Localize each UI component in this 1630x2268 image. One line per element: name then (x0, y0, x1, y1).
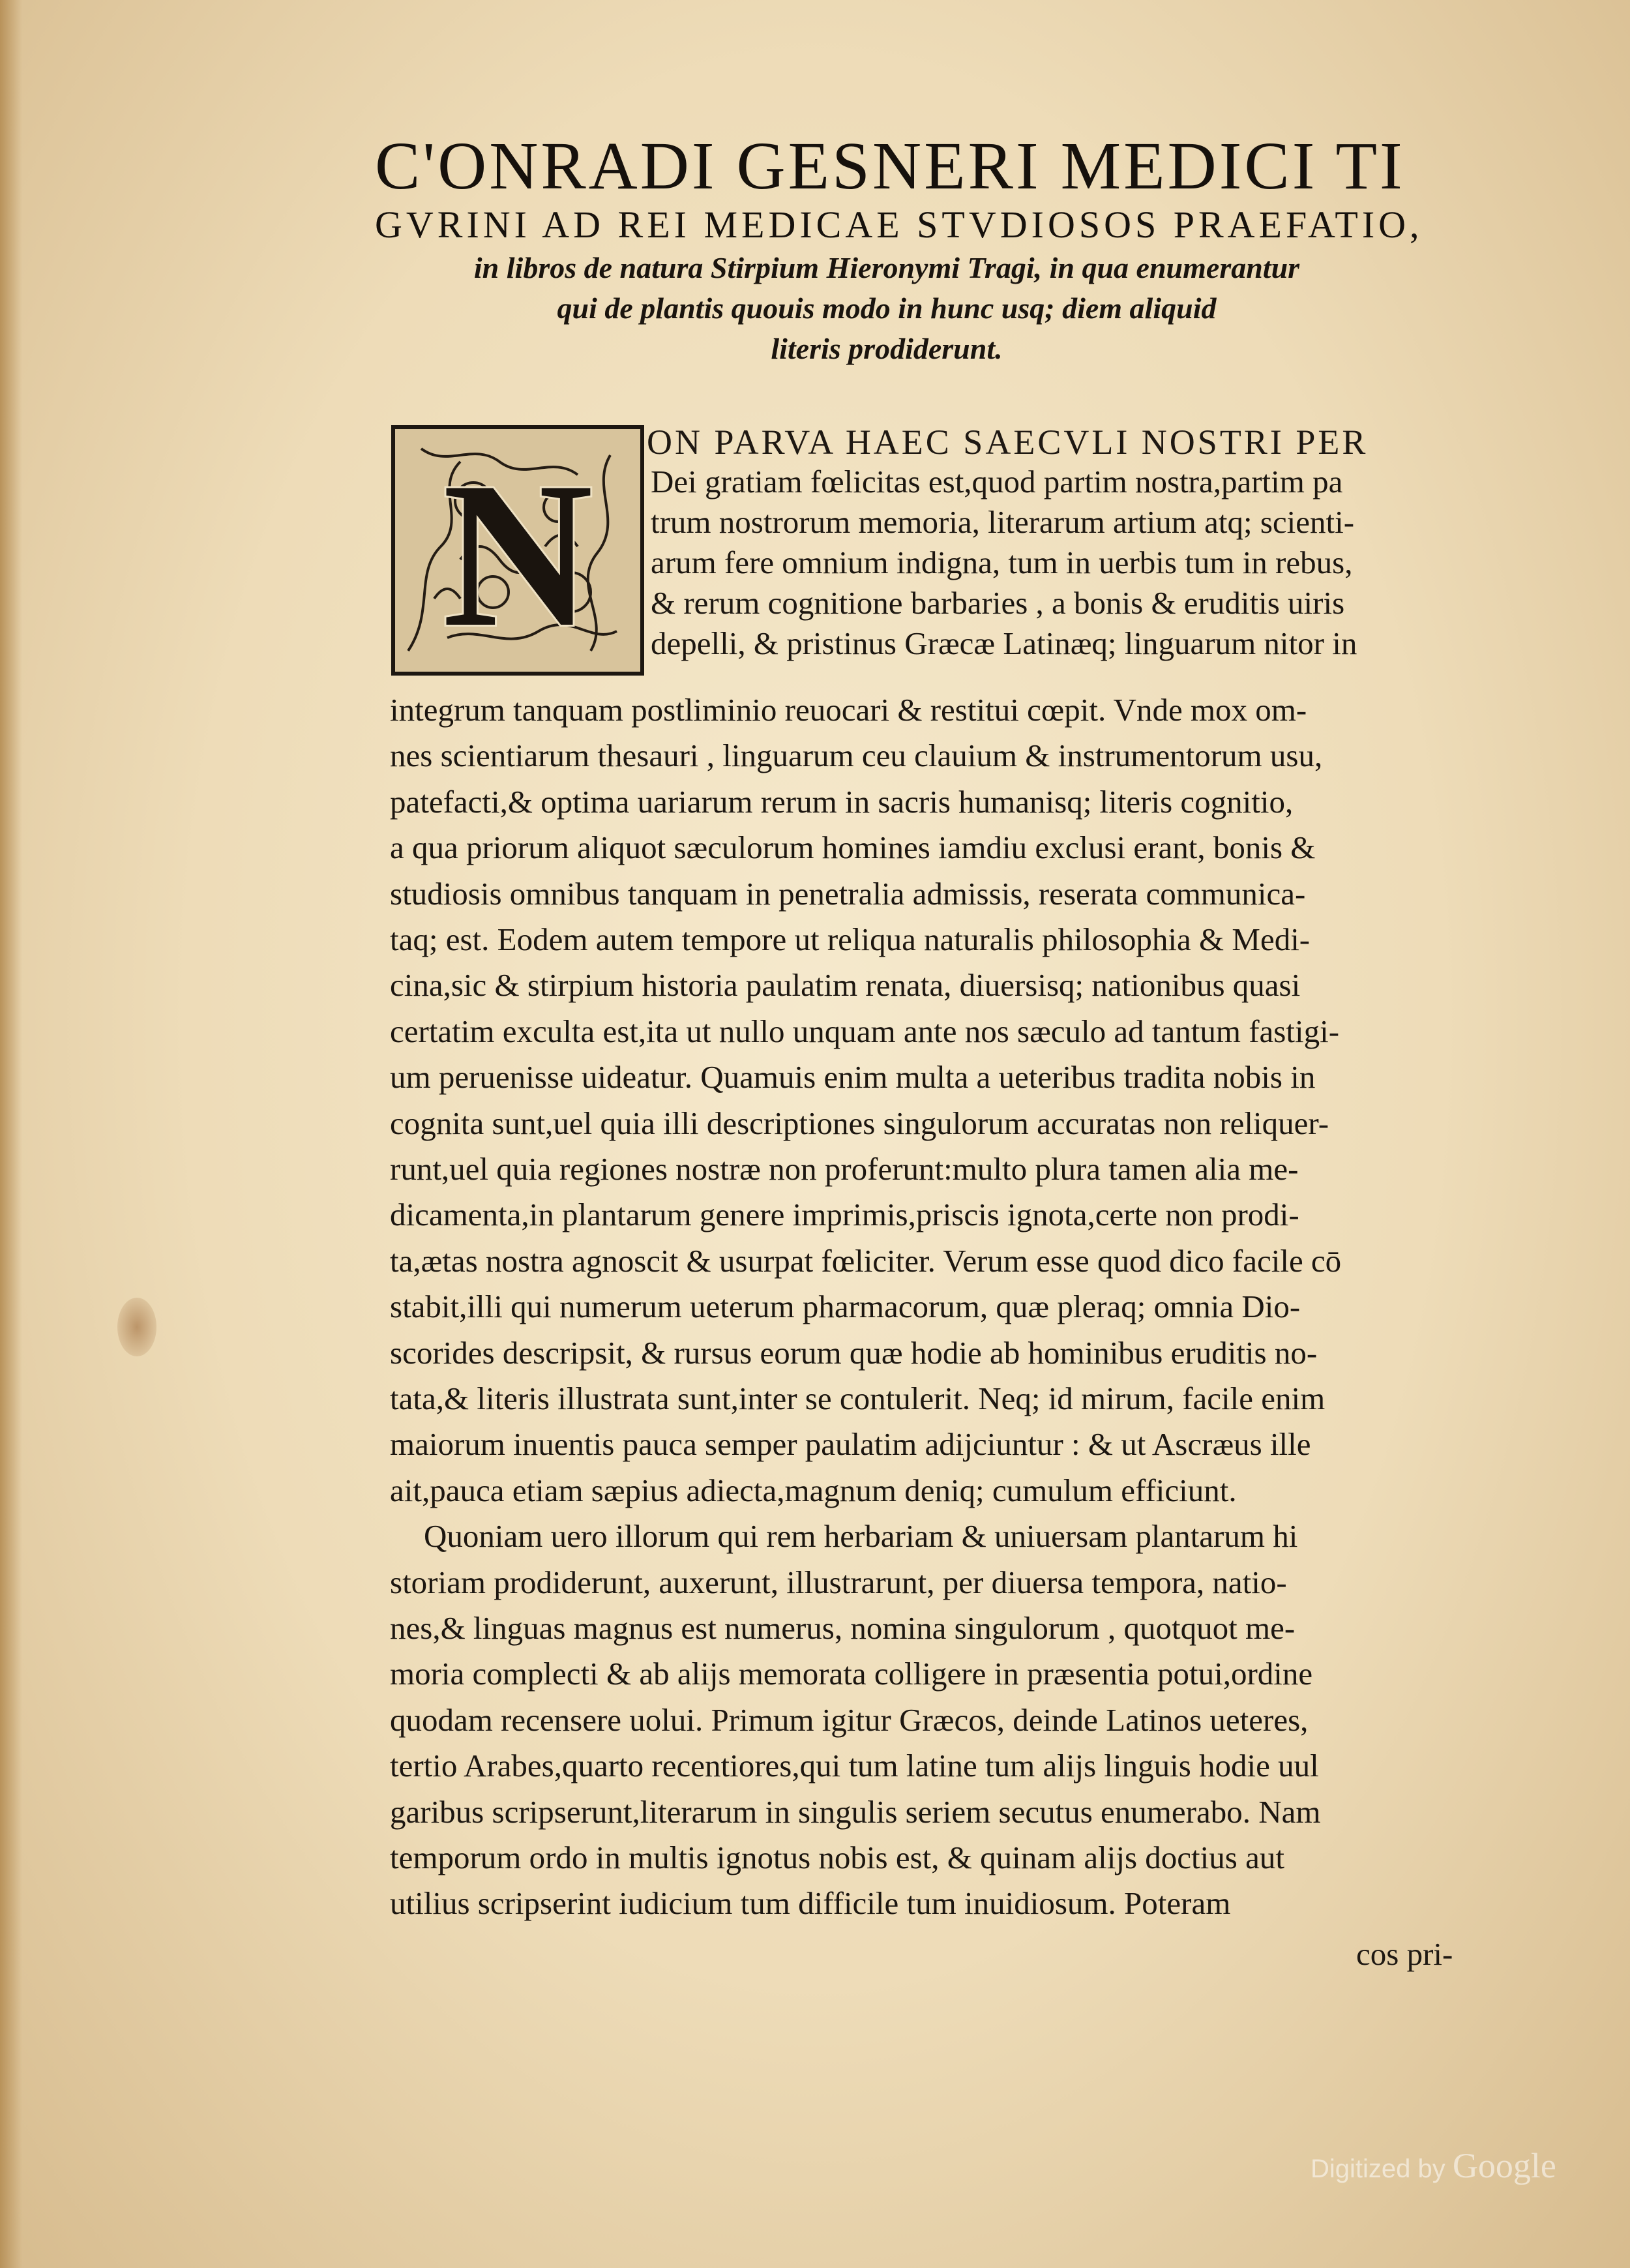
body-line: temporum ordo in multis ignotus nobis est, & quinam alijs doctius aut (390, 1840, 1284, 1875)
body-line: certatim exculta est,ita ut nullo unquam ante nos sæculo ad tantum fastigi- (390, 1013, 1340, 1049)
initial-letter: N (442, 440, 593, 670)
title-line-1: C'ONRADI GESNERI MEDICI TI (375, 128, 1405, 203)
body-line-indented: depelli, & pristinus Græcæ Latinæq; linguarum nitor in (651, 625, 1357, 661)
body-line: integrum tanquam postliminio reuocari & restitui cœpit. Vnde mox om- (390, 692, 1307, 728)
page-gutter-shadow (0, 0, 22, 2268)
paper-stain (117, 1298, 156, 1356)
body-line: stabit,illi qui numerum ueterum pharmacorum, quæ pleraq; omnia Dio- (390, 1289, 1301, 1325)
subtitle-line: in libros de natura Stirpium Hieronymi Tragi, in qua enumerantur (473, 251, 1300, 284)
body-line: cognita sunt,uel quia illi descriptiones singulorum accuratas non reliquer- (390, 1105, 1329, 1141)
body-line-indented: trum nostrorum memoria, literarum artium atq; scienti- (651, 504, 1355, 540)
body-line: ta,ætas nostra agnoscit & usurpat fœliciter. Verum esse quod dico facile cō (390, 1242, 1342, 1279)
title-line-2: GVRINI AD REI MEDICAE STVDIOSOS PRAEFATIO, (375, 203, 1423, 246)
body-line: cina,sic & stirpium historia paulatim renata, diuersisq; nationibus quasi (390, 967, 1301, 1004)
watermark-prefix: Digitized by (1311, 2155, 1445, 2183)
digitized-watermark (1311, 2145, 1556, 2186)
body-line: um peruenisse uideatur. Quamuis enim multa a ueteribus tradita nobis in (390, 1059, 1316, 1096)
subtitle-line: literis prodiderunt. (771, 332, 1003, 365)
body-line: maiorum inuentis pauca semper paulatim adijciuntur : & ut Ascræus ille (390, 1426, 1311, 1463)
body-line: tertio Arabes,quarto recentiores,qui tum latine tum alijs linguis hodie uul (390, 1748, 1319, 1784)
body-line: moria complecti & ab alijs memorata colligere in præsentia potui,ordine (390, 1656, 1313, 1692)
body-line: ait,pauca etiam sæpius adiecta,magnum deniq; cumulum efficiunt. (390, 1472, 1237, 1508)
watermark-brand: Google (1452, 2146, 1556, 2185)
body-line: a qua priorum aliquot sæculorum homines iamdiu exclusi erant, bonis & (390, 829, 1316, 866)
body-line: tata,& literis illustrata sunt,inter se contulerit. Neq; id mirum, facile enim (390, 1380, 1326, 1416)
subtitle (417, 248, 1356, 369)
ornament-initial-icon (395, 429, 640, 672)
body-line: patefacti,& optima uariarum rerum in sacris humanisq; literis cognitio, (390, 783, 1294, 820)
body-line: utilius scripserint iudicium tum difficile tum inuidiosum. Poteram (390, 1885, 1231, 1922)
body-line: quodam recensere uolui. Primum igitur Græcos, deinde Latinos ueteres, (390, 1701, 1309, 1738)
decorated-initial (391, 425, 644, 676)
body-line-indented: Dei gratiam fœlicitas est,quod partim nostra,partim pa (651, 464, 1343, 500)
body-line-indented: & rerum cognitione barbaries , a bonis & eruditis uiris (651, 585, 1345, 621)
body-line: garibus scripserunt,literarum in singulis seriem secutus enumerabo. Nam (390, 1793, 1321, 1830)
body-line: nes scientiarum thesauri , linguarum ceu clauium & instrumentorum usu, (390, 738, 1323, 774)
body-first-line: ON PARVA HAEC SAECVLI NOSTRI PER (647, 423, 1369, 462)
body-line: nes,& linguas magnus est numerus, nomina singulorum , quotquot me- (390, 1610, 1296, 1646)
body-line: runt,uel quia regiones nostræ non proferunt:multo plura tamen alia me- (390, 1151, 1299, 1187)
body-line: studiosis omnibus tanquam in penetralia admissis, reserata communica- (390, 875, 1306, 912)
body-line: taq; est. Eodem autem tempore ut reliqua naturalis philosophia & Medi- (390, 921, 1311, 957)
body-line-indented: arum fere omnium indigna, tum in uerbis tum in rebus, (651, 545, 1353, 580)
catchword: cos pri- (1356, 1936, 1453, 1972)
body-line: dicamenta,in plantarum genere imprimis,priscis ignota,certe non prodi- (390, 1197, 1299, 1233)
body-line: storiam prodiderunt, auxerunt, illustrarunt, per diuersa tempora, natio- (390, 1564, 1287, 1600)
body-line: Quoniam uero illorum qui rem herbariam & uniuersam plantarum hi (424, 1518, 1298, 1555)
subtitle-line: qui de plantis quouis modo in hunc usq; diem aliquid (557, 291, 1217, 325)
body-line: scorides descripsit, & rursus eorum quæ hodie ab hominibus eruditis no- (390, 1334, 1318, 1371)
